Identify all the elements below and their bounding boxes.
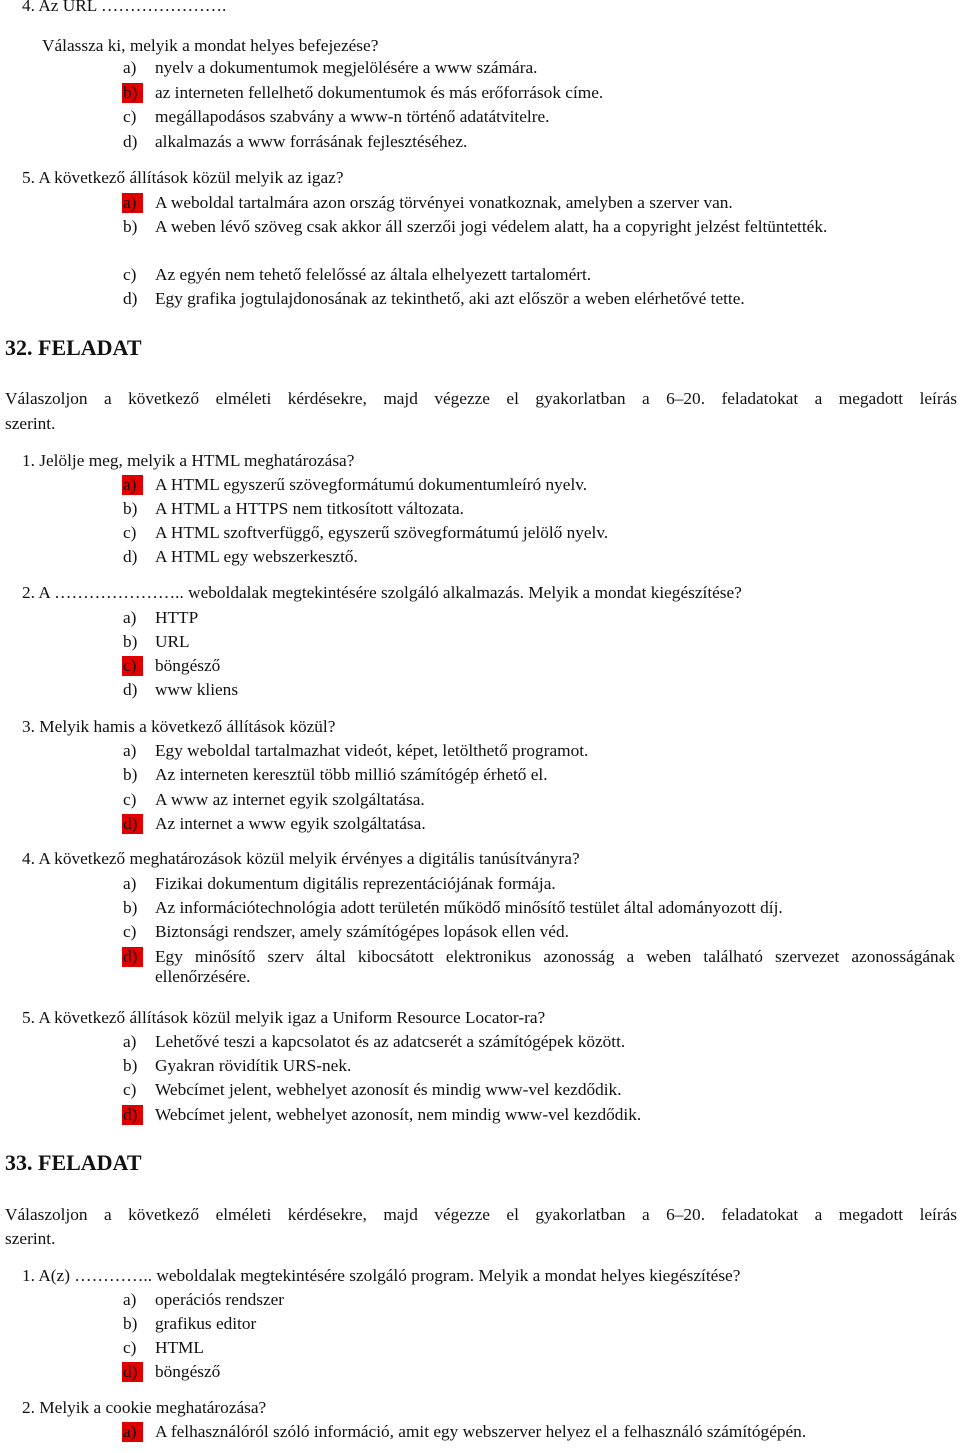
answer-option-text: grafikus editor [155, 1314, 257, 1333]
text-line: 5. A következő állítások közül melyik az igaz? [22, 168, 344, 187]
answer-label: c) [123, 922, 137, 941]
answer-option-text: nyelv a dokumentumok megjelölésére a www számára. [155, 58, 538, 77]
answer-option-text: A www az internet egyik szolgáltatása. [155, 790, 425, 809]
answer-label: c) [123, 1338, 137, 1357]
answer-label: b) [123, 1056, 138, 1075]
answer-label: c) [123, 107, 137, 126]
answer-label: d) [123, 132, 138, 151]
text-line: 5. A következő állítások közül melyik igaz a Uniform Resource Locator-ra? [22, 1008, 546, 1027]
answer-option-text: URL [155, 632, 190, 651]
answer-label: a) [123, 741, 137, 760]
answer-label: b) [123, 499, 138, 518]
answer-label: b) [123, 898, 138, 917]
text-line: 2. A ………………….. weboldalak megtekintésére szolgáló alkalmazás. Melyik a mondat kiegészítése? [22, 583, 742, 602]
answer-option-text: A weboldal tartalmára azon ország törvényei vonatkoznak, amelyben a szerver van. [155, 193, 733, 212]
answer-option-text: böngésző [155, 656, 221, 675]
answer-option-text: Fizikai dokumentum digitális reprezentációjának formája. [155, 874, 556, 893]
answer-label: a) [123, 1032, 137, 1051]
answer-option-text: Lehetővé teszi a kapcsolatot és az adatcserét a számítógépek között. [155, 1032, 626, 1051]
answer-label: b) [123, 765, 138, 784]
answer-option-text: www kliens [155, 680, 239, 699]
answer-option-text: A HTML szoftverfüggő, egyszerű szövegformátumú jelölő nyelv. [155, 523, 609, 542]
answer-label: b) [123, 217, 138, 236]
answer-label-marked: d) [122, 1105, 143, 1125]
text-line: Válaszoljon a következő elméleti kérdésekre, majd végezze el gyakorlatban a 6–20. feladatokat a megadott leírás [5, 389, 957, 408]
answer-option-text: az interneten fellelhető dokumentumok és más erőforrások címe. [155, 83, 604, 102]
text-line: 4. A következő meghatározások közül melyik érvényes a digitális tanúsítványra? [22, 849, 580, 868]
answer-label: c) [123, 523, 137, 542]
answer-option-text: A HTML egy webszerkesztő. [155, 547, 358, 566]
answer-option-text: A felhasználóról szóló információ, amit egy webszerver helyez el a felhasználó számítógépén. [155, 1422, 807, 1441]
answer-label-marked: d) [122, 814, 143, 834]
answer-label: a) [123, 874, 137, 893]
answer-option-text: Webcímet jelent, webhelyet azonosít és mindig www-vel kezdődik. [155, 1080, 622, 1099]
answer-option-text: HTTP [155, 608, 199, 627]
answer-label: d) [123, 289, 138, 308]
answer-label: a) [123, 1290, 137, 1309]
answer-label-marked: d) [122, 947, 143, 967]
text-line: 4. Az URL …………………. [22, 0, 227, 15]
answer-label: a) [123, 608, 137, 627]
text-line: 1. A(z) ………….. weboldalak megtekintésére szolgáló program. Melyik a mondat helyes kiegészítése? [22, 1266, 741, 1285]
text-line: Válaszoljon a következő elméleti kérdésekre, majd végezze el gyakorlatban a 6–20. feladatokat a megadott leírás [5, 1205, 957, 1224]
text-line: 3. Melyik hamis a következő állítások közül? [22, 717, 336, 736]
answer-option-text: Gyakran rövidítik URS-nek. [155, 1056, 352, 1075]
answer-option-text: A HTML egyszerű szövegformátumú dokumentumleíró nyelv. [155, 475, 588, 494]
answer-label: b) [123, 1314, 138, 1333]
answer-label: c) [123, 790, 137, 809]
answer-option-text: Az információtechnológia adott területén működő minősítő testület által adományozott díj. [155, 898, 783, 917]
text-line: 2. Melyik a cookie meghatározása? [22, 1398, 267, 1417]
answer-label: d) [123, 680, 138, 699]
section-heading: 33. FELADAT [5, 1150, 142, 1175]
answer-label: a) [123, 58, 137, 77]
answer-option-text: HTML [155, 1338, 204, 1357]
answer-option-text: Egy minősítő szerv által kibocsátott elektronikus azonosság a weben található szervezet azonosságának ellenőrzésére. [155, 947, 955, 986]
answer-option-text: Biztonsági rendszer, amely számítógépes lopások ellen véd. [155, 922, 569, 941]
answer-option-text: Egy grafika jogtulajdonosának az tekinthető, aki azt először a weben elérhetővé tette. [155, 289, 745, 308]
text-line: 1. Jelölje meg, melyik a HTML meghatározása? [22, 451, 355, 470]
answer-option-text: Webcímet jelent, webhelyet azonosít, nem mindig www-vel kezdődik. [155, 1105, 642, 1124]
answer-option-text: alkalmazás a www forrásának fejlesztéséhez. [155, 132, 468, 151]
section-heading: 32. FELADAT [5, 335, 142, 360]
answer-label-marked: d) [122, 1362, 143, 1382]
answer-option-text: Az interneten keresztül több millió számítógép érhető el. [155, 765, 548, 784]
answer-option-text: A HTML a HTTPS nem titkosított változata. [155, 499, 464, 518]
answer-label-marked: b) [122, 83, 143, 103]
answer-option-text: Az internet a www egyik szolgáltatása. [155, 814, 426, 833]
answer-label-marked: a) [122, 193, 143, 213]
answer-label: d) [123, 547, 138, 566]
text-line: szerint. [5, 414, 56, 433]
answer-option-text: megállapodásos szabvány a www-n történő adatátvitelre. [155, 107, 550, 126]
answer-label: c) [123, 1080, 137, 1099]
answer-option-text: böngésző [155, 1362, 221, 1381]
answer-option-text: operációs rendszer [155, 1290, 285, 1309]
answer-label-marked: a) [122, 1422, 143, 1442]
answer-label-marked: c) [122, 656, 143, 676]
answer-label: c) [123, 265, 137, 284]
text-line: szerint. [5, 1229, 56, 1248]
answer-label: b) [123, 632, 138, 651]
text-line: Válassza ki, melyik a mondat helyes befejezése? [42, 36, 379, 55]
answer-option-text: Egy weboldal tartalmazhat videót, képet, letölthető programot. [155, 741, 589, 760]
answer-option-text: Az egyén nem tehető felelőssé az általa elhelyezett tartalomért. [155, 265, 592, 284]
answer-label-marked: a) [122, 475, 143, 495]
answer-option-text: A weben lévő szöveg csak akkor áll szerzői jogi védelem alatt, ha a copyright jelzést feltüntették. [155, 217, 828, 236]
